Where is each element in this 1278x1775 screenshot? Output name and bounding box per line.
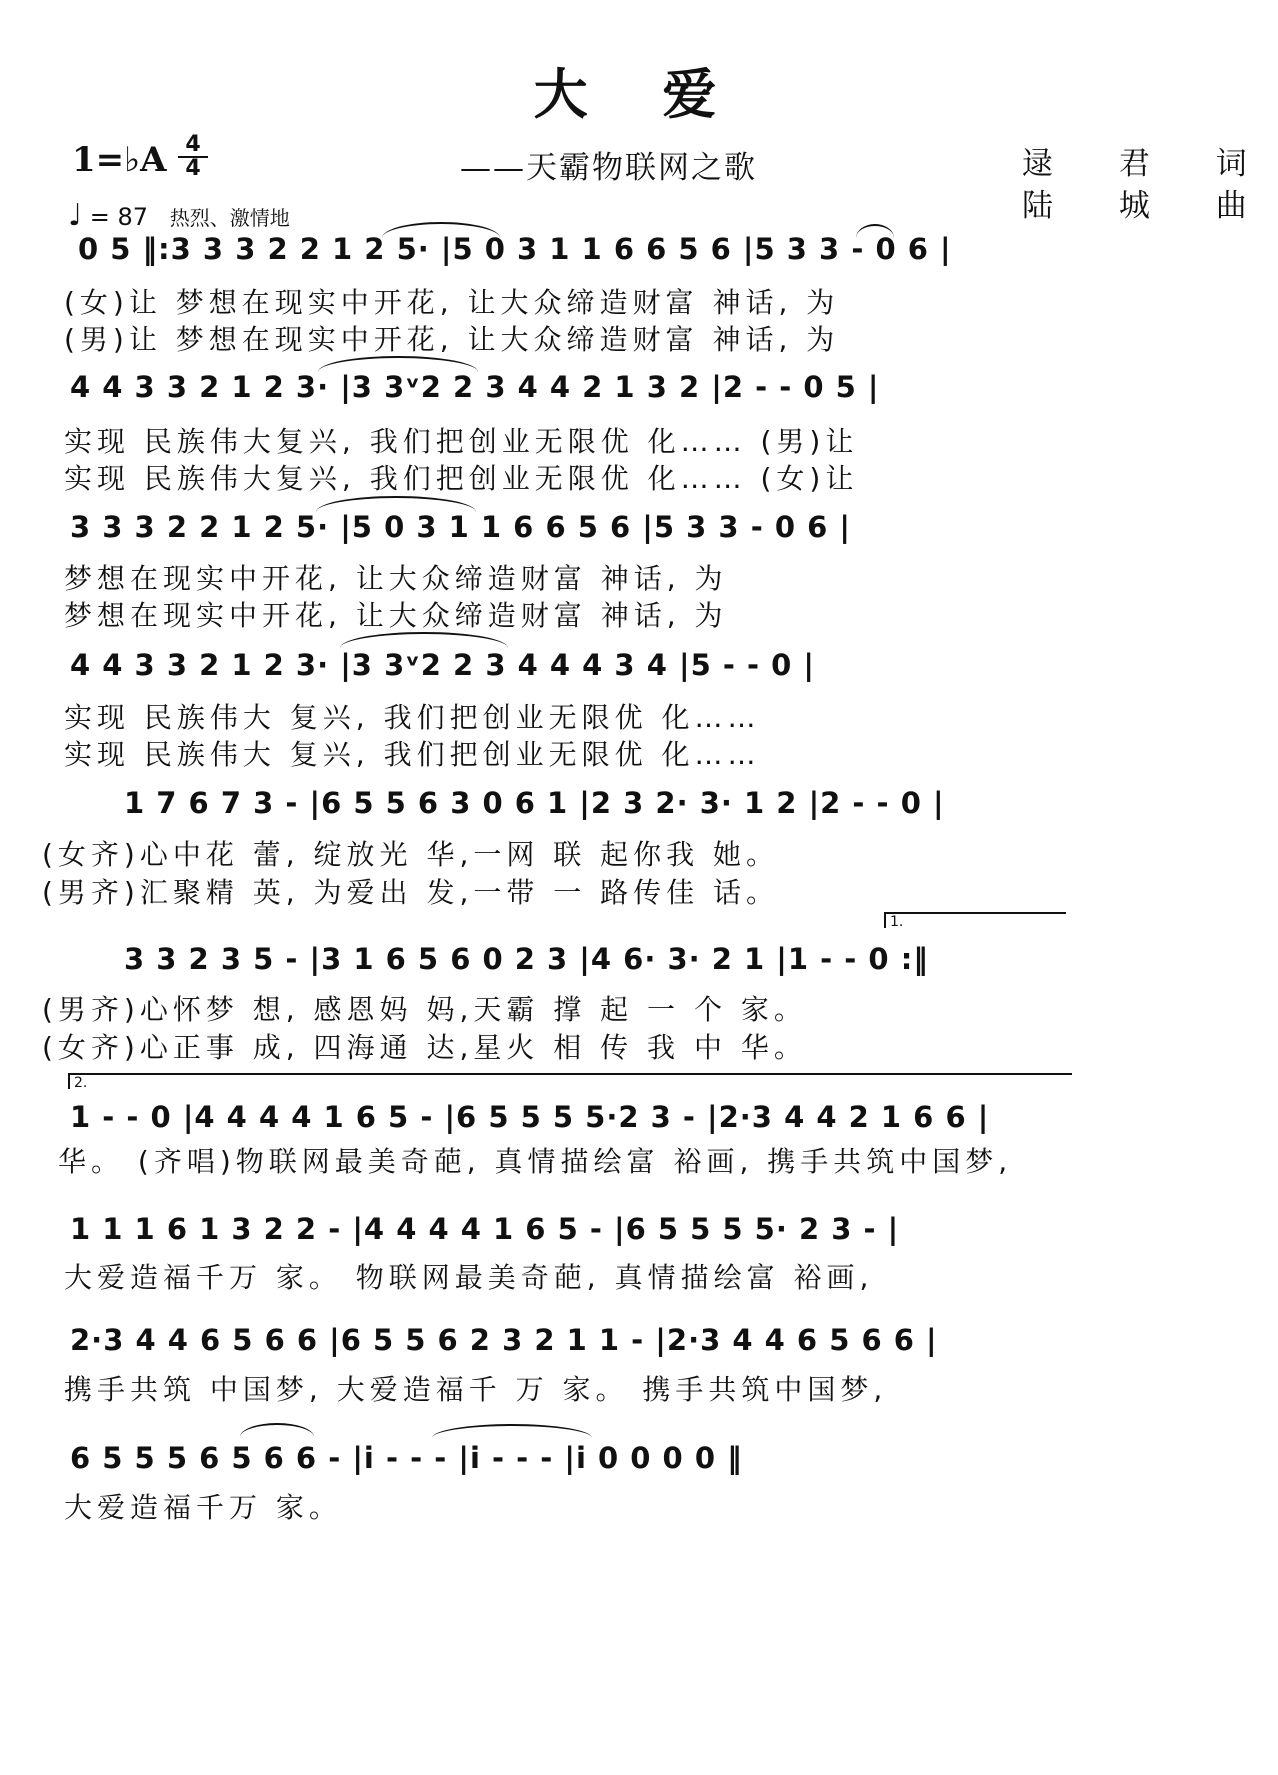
lyric-line-2b: 实现 民族伟大复兴, 我们把创业无限优 化…… (女)让 [64, 462, 859, 495]
lyric-line-4a: 实现 民族伟大 复兴, 我们把创业无限优 化…… [64, 701, 761, 734]
lyric-line-6a: (男齐)心怀梦 想, 感恩妈 妈,天霸 撑 起 一 个 家。 [42, 993, 807, 1026]
tempo-value: = 87 [89, 203, 149, 231]
notation-row-1: 0 5 ‖:3 3 3 2 2 1 2 5· |5 0 3 1 1 6 6 5 6 |5 3 3 - 0 6 | [78, 232, 952, 266]
lyric-line-8: 大爱造福千万 家。 物联网最美奇葩, 真情描绘富 裕画, [64, 1261, 874, 1294]
notation-row-8: 1 1 1 6 1 3 2 2 - |4 4 4 4 1 6 5 - |6 5 5 5 5· 2 3 - | [70, 1212, 900, 1246]
lyric-line-3a: 梦想在现实中开花, 让大众缔造财富 神话, 为 [64, 562, 728, 595]
notation-row-2: 4 4 3 3 2 1 2 3· |3 3ᵛ2 2 3 4 4 2 1 3 2 |2 - - 0 5 | [70, 370, 880, 404]
slur-mark [856, 224, 894, 238]
slur-mark [340, 632, 508, 648]
lyric-line-5a: (女齐)心中花 蕾, 绽放光 华,一网 联 起你我 她。 [42, 838, 780, 871]
notation-row-3: 3 3 3 2 2 1 2 5· |5 0 3 1 1 6 6 5 6 |5 3 3 - 0 6 | [70, 510, 851, 544]
notation-row-10: 6 5 5 5 6 5 6 6 - |i - - - |i - - - |i 0 0 0 0 ‖ [70, 1441, 743, 1475]
tempo-marking [68, 198, 290, 233]
lyric-line-1a: (女)让 梦想在现实中开花, 让大众缔造财富 神话, 为 [64, 286, 840, 319]
slur-mark [240, 1423, 314, 1437]
lyric-line-10: 大爱造福千万 家。 [64, 1491, 342, 1524]
slur-mark [316, 496, 476, 512]
lyric-line-4b: 实现 民族伟大 复兴, 我们把创业无限优 化…… [64, 738, 761, 771]
lyric-line-6b: (女齐)心正事 成, 四海通 达,星火 相 传 我 中 华。 [42, 1031, 807, 1064]
composer-credit: 陆 城 曲 [1022, 188, 1275, 224]
lyric-line-9: 携手共筑 中国梦, 大爱造福千 万 家。 携手共筑中国梦, [64, 1373, 888, 1406]
song-title: 大 爱 [533, 62, 745, 126]
time-signature-denominator: 4 [178, 156, 208, 180]
key-signature: 1=♭A [72, 140, 167, 180]
time-signature-numerator: 4 [185, 132, 201, 157]
notation-row-7: 1 - - 0 |4 4 4 4 1 6 5 - |6 5 5 5 5·2 3 - |2·3 4 4 2 1 6 6 | [70, 1100, 990, 1134]
song-subtitle: ——天霸物联网之歌 [460, 150, 757, 186]
lyric-line-1b: (男)让 梦想在现实中开花, 让大众缔造财富 神话, 为 [64, 323, 840, 356]
lyric-line-5b: (男齐)汇聚精 英, 为爱出 发,一带 一 路传佳 话。 [42, 876, 780, 909]
slur-mark [318, 356, 478, 372]
lyric-line-2a: 实现 民族伟大复兴, 我们把创业无限优 化…… (男)让 [64, 425, 859, 458]
notation-row-9: 2·3 4 4 6 5 6 6 |6 5 5 6 2 3 2 1 1 - |2·3 4 4 6 5 6 6 | [70, 1323, 938, 1357]
lyricist-credit: 逯 君 词 [1022, 146, 1275, 182]
slur-mark [432, 1424, 592, 1438]
notation-row-6: 3 3 2 3 5 - |3 1 6 5 6 0 2 3 |4 6· 3· 2 1 |1 - - 0 :‖ [124, 942, 929, 976]
time-signature [178, 134, 208, 180]
lyric-line-7: 华。 (齐唱)物联网最美奇葩, 真情描绘富 裕画, 携手共筑中国梦, [58, 1145, 1013, 1178]
first-ending-bracket: 1. [884, 912, 1066, 928]
lyric-line-3b: 梦想在现实中开花, 让大众缔造财富 神话, 为 [64, 599, 728, 632]
quarter-note-icon: ♩ [68, 198, 83, 233]
tempo-description: 热烈、激情地 [169, 206, 290, 230]
slur-mark [382, 222, 500, 238]
notation-row-5: 1 7 6 7 3 - |6 5 5 6 3 0 6 1 |2 3 2· 3· 1 2 |2 - - 0 | [124, 786, 945, 820]
second-ending-bracket: 2. [68, 1073, 1072, 1089]
notation-row-4: 4 4 3 3 2 1 2 3· |3 3ᵛ2 2 3 4 4 4 3 4 |5 - - 0 | [70, 648, 815, 682]
